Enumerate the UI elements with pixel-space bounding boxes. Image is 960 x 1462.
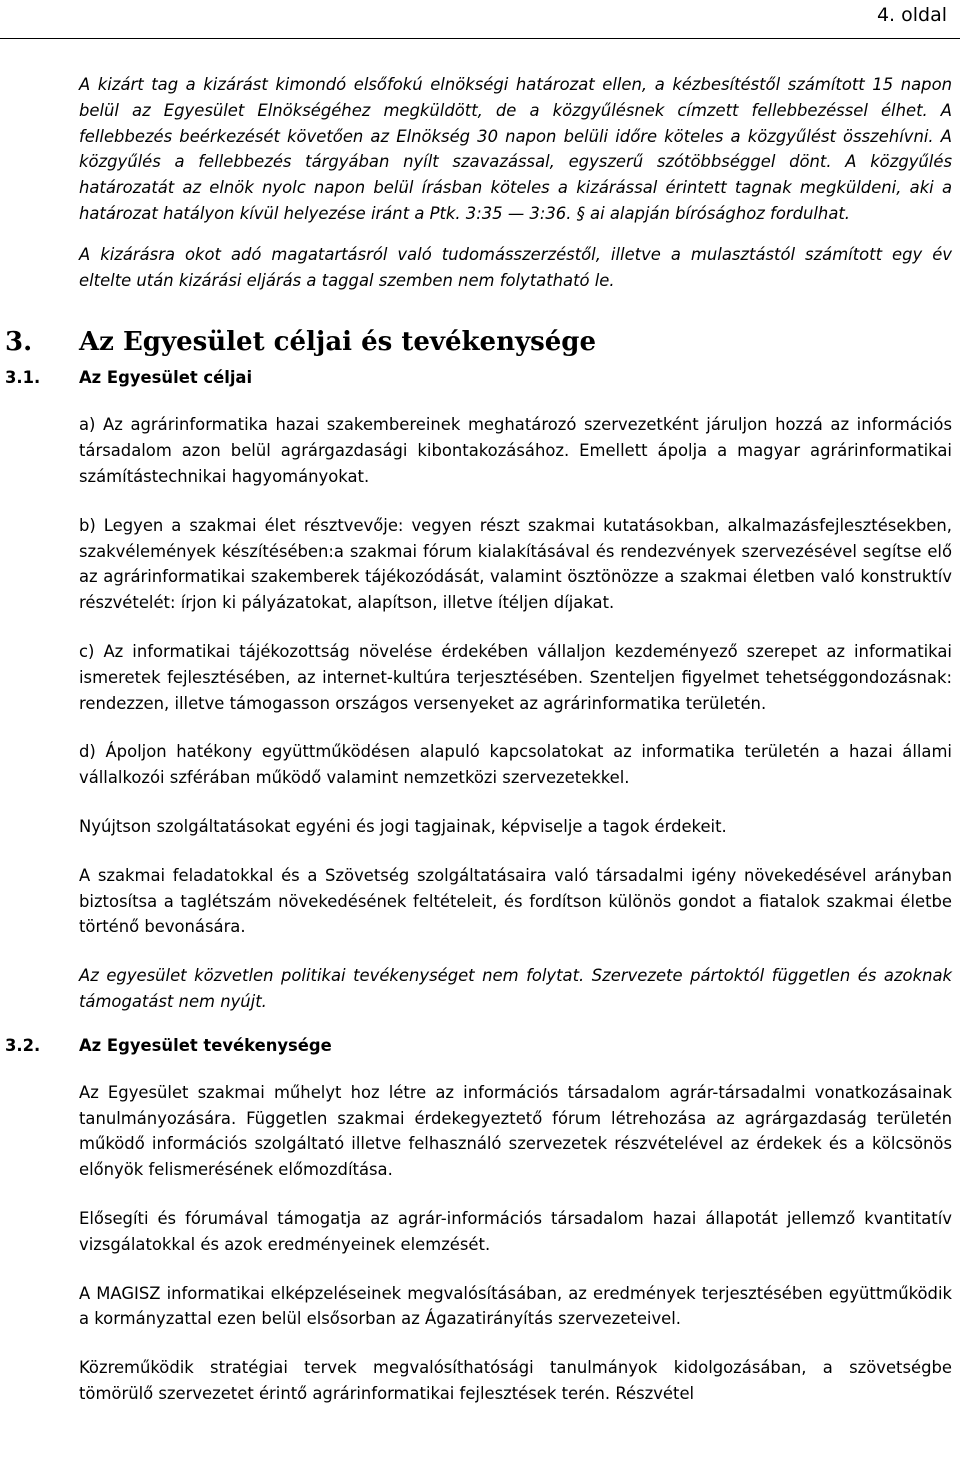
- section-3-title: Az Egyesület céljai és tevékenysége: [79, 327, 596, 358]
- goal-paragraph-a: a) Az agrárinformatika hazai szakembereinek meghatározó szervezetként járuljon hozzá az információs társadalom azon belül agrárgazdasági kibontakozásához. Emellett ápolja a magyar agrárinformatikai számítástechnikai hagyományokat.: [79, 415, 952, 486]
- goal-paragraph-membership: A szakmai feladatokkal és a Szövetség szolgáltatásaira való társadalmi igény növekedésével arányban biztosítsa a taglétszám növekedésének feltételeit, és fordítson különös gondot a fiatalok szakmai életbe történő bevonására.: [79, 865, 952, 937]
- activity-paragraph-3: A MAGISZ informatikai elképzeléseinek megvalósításában, az eredmények terjesztésében együttműködik a kormányzattal ezen belül elsősorban az Ágazatirányítás szervezeteivel.: [79, 1283, 952, 1329]
- goal-paragraph-b: b) Legyen a szakmai élet résztvevője: vegyen részt szakmai kutatásokban, alkalmazásfejlesztésekben, szakvélemények készítésében:a szakmai fórum kialakításával és rendezvények szervezésével segítse elő az agrárinformatikai szakemberek tájékozódását, valamint ösztönözze a szakmai életben való konstruktív részvételét: írjon ki pályázatokat, alapítson, illetve ítéljen díjakat.: [79, 515, 952, 613]
- section-3-1-heading: [5, 365, 952, 393]
- section-3-number: 3.: [5, 327, 33, 358]
- goal-paragraph-d: d) Ápoljon hatékony együttműködésen alapuló kapcsolatokat az informatika területén a hazai állami vállalkozói szférában működő valamint nemzetközi szervezetekkel.: [79, 742, 952, 788]
- section-3-1-number: 3.1.: [5, 368, 41, 388]
- activity-paragraph-1: Az Egyesület szakmai műhelyt hoz létre az információs társadalom agrár-társadalmi vonatkozásainak tanulmányozására. Független szakmai érdekegyeztető fórum létrehozása az agrárgazdaság területén működő információs szolgáltató illetve felhasználó szervezetek részvételével az érdekek és a kölcsönös előnyök felismerésének előmozdítása.: [79, 1082, 952, 1180]
- page-header: [0, 0, 960, 39]
- page-number: 4. oldal: [876, 4, 947, 26]
- goal-paragraph-services: Nyújtson szolgáltatásokat egyéni és jogi tagjainak, képviselje a tagok érdekeit.: [79, 816, 727, 836]
- intro-paragraph-1: A kizárt tag a kizárást kimondó elsőfokú elnökségi határozat ellen, a kézbesítéstől számított 15 napon belül az Egyesület Elnökségéhez megküldött, de a közgyűlésnek címzett fellebbezéssel élhet. A fellebbezés beérkezését követően az Elnökség 30 napon belüli időre köteles a közgyűlést összehívni. A közgyűlés a fellebbezés tárgyában nyílt szavazással, egyszerű szótöbbséggel dönt. A közgyűlés határozatát az elnök nyolc napon belül írásban köteles a kizárással érintett tagnak megküldeni, aki a határozat hatályon kívül helyezése iránt a Ptk. 3:35 — 3:36. § ai alapján bírósághoz fordulhat.: [79, 75, 952, 223]
- goal-paragraph-political: Az egyesület közvetlen politikai tevékenységet nem folytat. Szervezete pártoktól független és azoknak támogatást nem nyújt.: [79, 966, 952, 1011]
- section-3-2-title: Az Egyesület tevékenysége: [79, 1035, 332, 1055]
- activity-paragraph-4: Közreműködik stratégiai tervek megvalósíthatósági tanulmányok kidolgozásában, a szövetségbe tömörülő szervezetet érintő agrárinformatikai fejlesztések terén. Részvétel: [79, 1358, 952, 1403]
- section-3-1-title: Az Egyesület céljai: [79, 368, 253, 388]
- intro-paragraph-2: A kizárásra okot adó magatartásról való tudomásszerzéstől, illetve a mulasztástól számított egy év eltelte után kizárási eljárás a taggal szemben nem folytatható le.: [79, 244, 952, 290]
- section-3-2-heading: [5, 1033, 952, 1061]
- document-body: [5, 72, 952, 1407]
- activity-paragraph-2: Elősegíti és fórumával támogatja az agrár-információs társadalom hazai állapotát jellemző kvantitatív vizsgálatokkal és azok eredményeinek elemzését.: [79, 1208, 952, 1254]
- section-3-2-number: 3.2.: [5, 1035, 41, 1055]
- section-3-heading: [5, 325, 952, 361]
- goal-paragraph-c: c) Az informatikai tájékozottság növelése érdekében vállaljon kezdeményező szerepet az informatikai ismeretek fejlesztésében, az internet-kultúra terjesztésében. Szenteljen figyelmet tehetséggondozásnak: rendezzen, illetve támogasson országos versenyeket az agrárinformatika területén.: [79, 641, 952, 713]
